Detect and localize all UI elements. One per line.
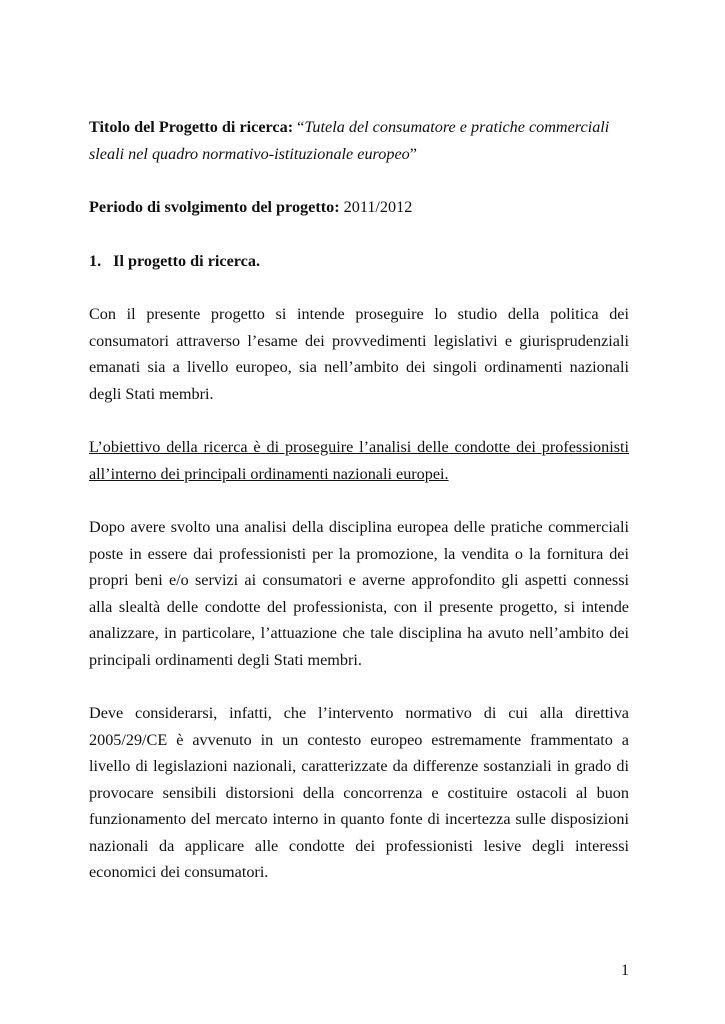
section-title: Il progetto di ricerca. — [113, 251, 260, 270]
paragraph-directive: Deve considerarsi, infatti, che l’intervento normativo di cui alla direttiva 2005/29/CE è avvenuto in un contesto europeo estremamente frammentato a livello di legislazioni nazionali, caratterizzate da differenze sostanziali in grado di provocare sensibili distorsioni della concorrenza e costituire ostacoli al buon funzionamento del mercato interno in quanto fonte di incertezza sulle disposizioni nazionali da applicare alle condotte dei professionisti lesive degli interessi economici dei consumatori. — [89, 704, 629, 881]
project-period-label: Periodo di svolgimento del progetto: — [89, 198, 340, 216]
paragraph-intro: Con il presente progetto si intende proseguire lo studio della politica dei consumatori attraverso l’esame dei provvedimenti legislativi e giurisprudenziali emanati sia a livello europeo, sia nell’ambito dei singoli ordinamenti nazionali degli Stati membri. — [89, 305, 629, 403]
section-number: 1. — [89, 251, 102, 270]
project-title — [89, 114, 629, 167]
title-close-quote: ” — [409, 144, 417, 163]
project-period — [89, 194, 629, 221]
section-heading — [89, 248, 629, 275]
project-title-text: Tutela del consumatore e pratiche commerciali sleali nel quadro normativo-istituzionale europeo — [89, 118, 610, 163]
page-body — [89, 114, 629, 913]
paragraph-analysis: Dopo avere svolto una analisi della disciplina europea delle pratiche commerciali poste in essere dai professionisti per la promozione, la vendita o la fornitura dei propri beni e/o servizi ai consumatori e averne approfondito gli aspetti connessi alla slealtà delle condotte del professionista, con il presente progetto, si intende analizzare, in particolare, l’attuazione che tale disciplina ha avuto nell’ambito dei principali ordinamenti degli Stati membri. — [89, 518, 629, 669]
title-open-quote: “ — [293, 118, 305, 136]
page-number: 1 — [621, 962, 629, 979]
paragraph-objective: L’obiettivo della ricerca è di proseguire l’analisi delle condotte dei professionisti all’interno dei principali ordinamenti nazionali europei. — [89, 438, 629, 483]
project-period-value: 2011/2012 — [339, 198, 413, 216]
project-title-label: Titolo del Progetto di ricerca: — [89, 118, 294, 136]
